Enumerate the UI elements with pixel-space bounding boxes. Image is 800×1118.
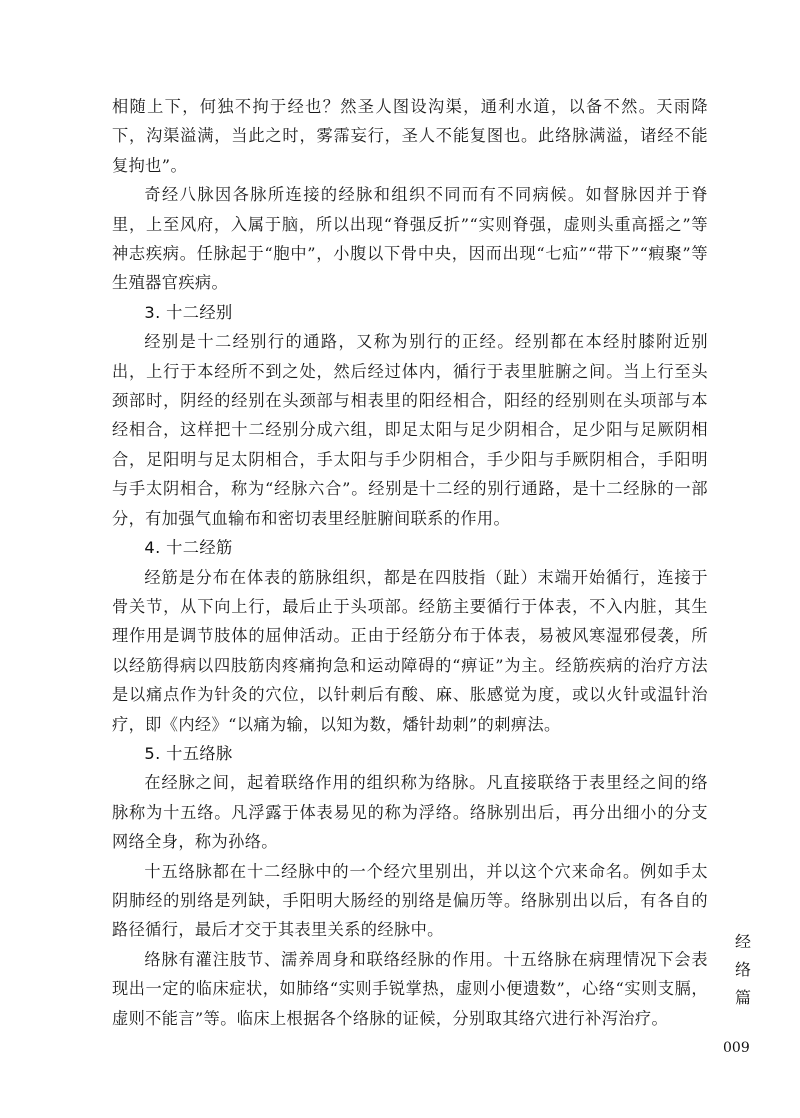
section-heading-twelve-sinew-channels: 4. 十二经筋 — [144, 538, 233, 558]
paragraph-collaterals-definition: 在经脉之间，起着联络作用的组织称为络脉。凡直接联络于表里经之间的络脉称为十五络。凡浮露于体表易见的称为浮络。络脉别出后，再分出细小的分支网络全身，称为孙络。 — [112, 773, 708, 852]
paragraph-twelve-sinew-channels: 经筋是分布在体表的筋脉组织，都是在四肢指（趾）末端开始循行，连接于骨关节，从下向上行，最后止于头项部。经筋主要循行于体表，不入内脏，其生理作用是调节肢体的屈伸活动。正由于经筋分布于体表，易被风寒湿邪侵袭，所以经筋得病以四肢筋肉疼痛拘急和运动障碍的“痹证”为主。经筋疾病的治疗方法是以痛点作为针灸的穴位，以针刺后有酸、麻、胀感觉为度，或以火针或温针治疗，即《内经》“以痛为输，以知为数，燔针劫刺”的刺痹法。 — [112, 567, 708, 734]
paragraph-twelve-divergent-channels: 经别是十二经别行的通路，又称为别行的正经。经别都在本经肘膝附近别出，上行于本经所不到之处，然后经过体内，循行于表里脏腑之间。当上行至头颈部时，阴经的经别在头颈部与相表里的阳经相合，阳经的经别则在头项部与本经相合，这样把十二经别分成六组，即足太阳与足少阴相合，足少阳与足厥阴相合，足阳明与足太阴相合，手太阳与手少阴相合，手少阳与手厥阴相合，手阳明与手太阴相合，称为“经脉六合”。经别是十二经的别行通路，是十二经脉的一部分，有加强气血输布和密切表里经脏腑间联系的作用。 — [112, 332, 708, 528]
section-heading-fifteen-collaterals: 5. 十五络脉 — [144, 743, 233, 763]
page-body — [112, 92, 708, 1033]
page-number: 009 — [723, 1040, 750, 1056]
paragraph-extra-meridians: 奇经八脉因各脉所连接的经脉和组织不同而有不同病候。如督脉因并于脊里，上至风府，入属于脑，所以出现“脊强反折”“实则脊强，虚则头重高摇之”等神志疾病。任脉起于“胞中”，小腹以下骨中央，因而出现“七疝”“带下”“瘕聚”等生殖器官疾病。 — [112, 185, 708, 293]
paragraph-continuation: 相随上下，何独不拘于经也？然圣人图设沟渠，通利水道，以备不然。天雨降下，沟渠溢满，当此之时，雾霈妄行，圣人不能复图也。此络脉满溢，诸经不能复拘也”。 — [112, 97, 708, 175]
section-heading-twelve-divergent-channels: 3. 十二经别 — [144, 302, 233, 322]
paragraph-collaterals-function: 络脉有灌注肢节、濡养周身和联络经脉的作用。十五络脉在病理情况下会表现出一定的临床症状，如肺络“实则手锐掌热，虚则小便遗数”，心络“实则支膈，虚则不能言”等。临床上根据各个络脉的证候，分别取其络穴进行补泻治疗。 — [112, 949, 708, 1028]
paragraph-collaterals-naming: 十五络脉都在十二经脉中的一个经穴里别出，并以这个穴来命名。例如手太阴肺经的别络是列缺，手阳明大肠经的别络是偏历等。络脉别出以后，有各自的路径循行，最后才交于其表里关系的经脉中。 — [112, 861, 708, 940]
chapter-side-label: 经络篇 — [734, 932, 751, 1007]
